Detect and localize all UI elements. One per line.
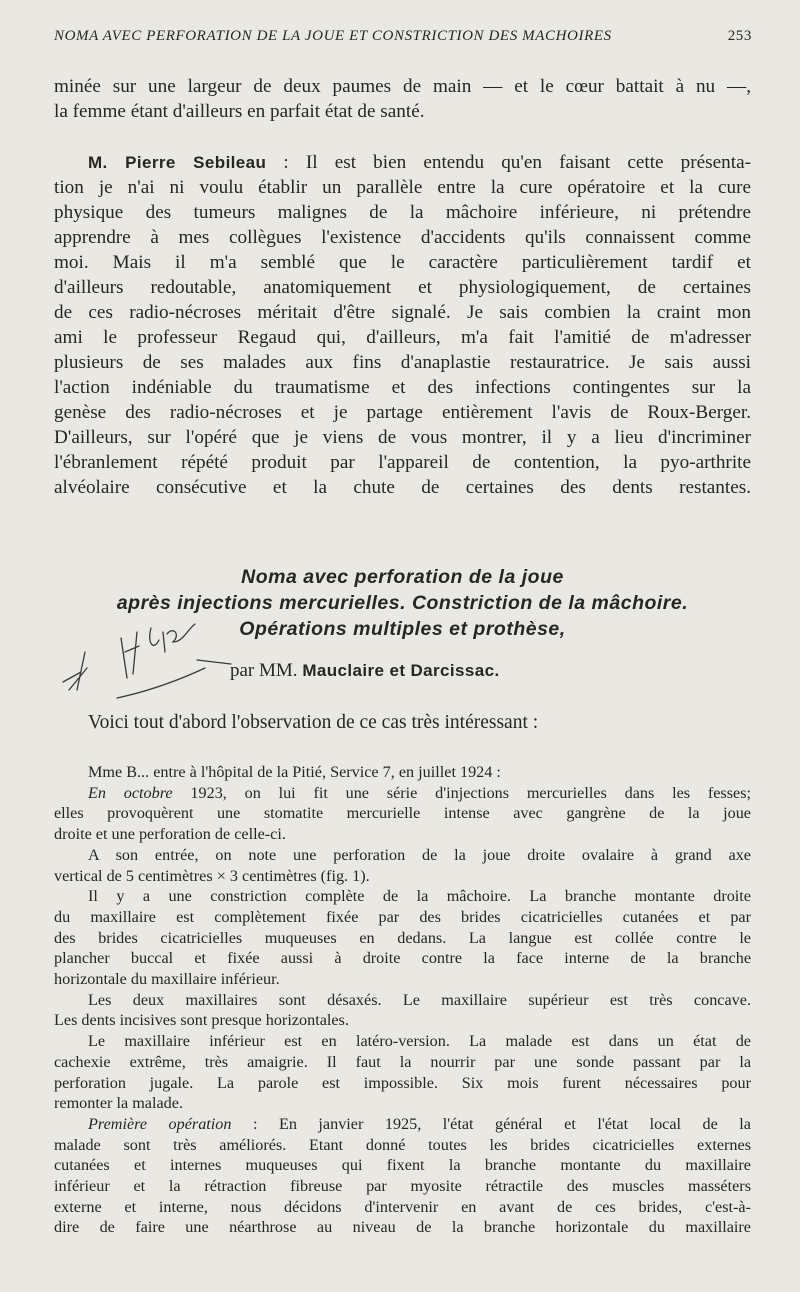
speaker-name: M. Pierre Sebileau — [88, 153, 267, 172]
paragraph-sebileau: M. Pierre Sebileau : Il est bien entendu qu'en faisant cette présenta- tion je n'ai ni voulu établir un parallèle entre la cure opératoire et la cure physique des tumeurs malignes de la mâchoire inférieure, ni prétendre apprendre à mes collègues l'existence d'accidents qu'ils connaissent comme moi. Mais il m'a semblé que le caractère particulièrement tardif et d'ailleurs redoutable, anatomiquement et physiologiquement, de certaines de ces radio-nécroses méritait d'être signalé. Je sais combien la craint mon ami le professeur Regaud qui, d'ailleurs, m'a fait l'amitié de m'adresser plusieurs de ses malades aux fins d'anaplastie restauratrice. Je sais aussi l'action indéniable du traumatisme et des infections contingentes sur la genèse des radio-nécroses et je partage entièrement l'avis de Roux-Berger. D'ailleurs, sur l'opéré que je viens de vous montrer, il y a lieu d'incriminer l'ébranlement répété produit par l'appareil de contention, la pyo-arthrite alvéolaire consécutive et la chute de certaines des dents restantes. — [54, 152, 751, 498]
byline: par MM. Mauclaire et Darcissac. — [230, 660, 500, 681]
authors: Mauclaire et Darcissac. — [302, 661, 500, 680]
running-header — [54, 28, 752, 52]
observation-text: Mme B... entre à l'hôpital de la Pitié, Service 7, en juillet 1924 : En octobre 1923, on lui fit une série d'injections mercurielles dans les fesses; elles provoquèrent une stomatite mercurielle intense avec gangrène de la joue droite et une perforation de celle-ci. A son entrée, on note une perforation de la joue droite ovalaire à grand axe vertical de 5 centimètres × 3 centimètres (fig. 1). Il y a une constriction complète de la mâchoire. La branche montante droite du maxillaire est complètement fixée par des brides cicatricielles cutanées et par des brides cicatricielles muqueuses en dedans. La langue est collée contre le plancher buccal et fixée aussi à droite contre la face interne de la branche horizontale du maxillaire inférieur. Les deux maxillaires sont désaxés. Le maxillaire supérieur est très concave. Les dents incisives sont presque horizontales. Le maxillaire inférieur est en latéro-version. La malade est dans un état de cachexie extrême, très amaigrie. Il faut la nourrir par une sonde passant par la perforation jugale. La parole est impossible. Six mois furent nécessaires pour remonter la malade. Première opération : En janvier 1925, l'état général et l'état local de la malade sont très améliorés. Etant donné toutes les brides cicatricielles externes cutanées et internes muqueuses qui fixent la branche montante du maxillaire inférieur et la rétraction fibreuse par myosite rétractile des muscles masséters externe et interne, nous décidons d'intervenir en avant de ces brides, c'est-à- dire de faire une néarthrose au niveau de la branche horizontale du maxillaire — [54, 763, 751, 1237]
page-number: 253 — [727, 28, 752, 44]
running-header-title: NOMA AVEC PERFORATION DE LA JOUE ET CONSTRICTION DES MACHOIRES — [54, 28, 612, 44]
intro-sentence: Voici tout d'abord l'observation de ce cas très intéressant : — [88, 712, 539, 733]
handwritten-annotation-icon — [55, 612, 255, 712]
article-title: Noma avec perforation de la joue après injections mercurielles. Constriction de la mâchoire. Opérations multiples et prothèse, — [116, 566, 689, 640]
paragraph-continued: minée sur une largeur de deux paumes de main — et le cœur battait à nu —, la femme étant d'ailleurs en parfait état de santé. — [54, 76, 751, 122]
